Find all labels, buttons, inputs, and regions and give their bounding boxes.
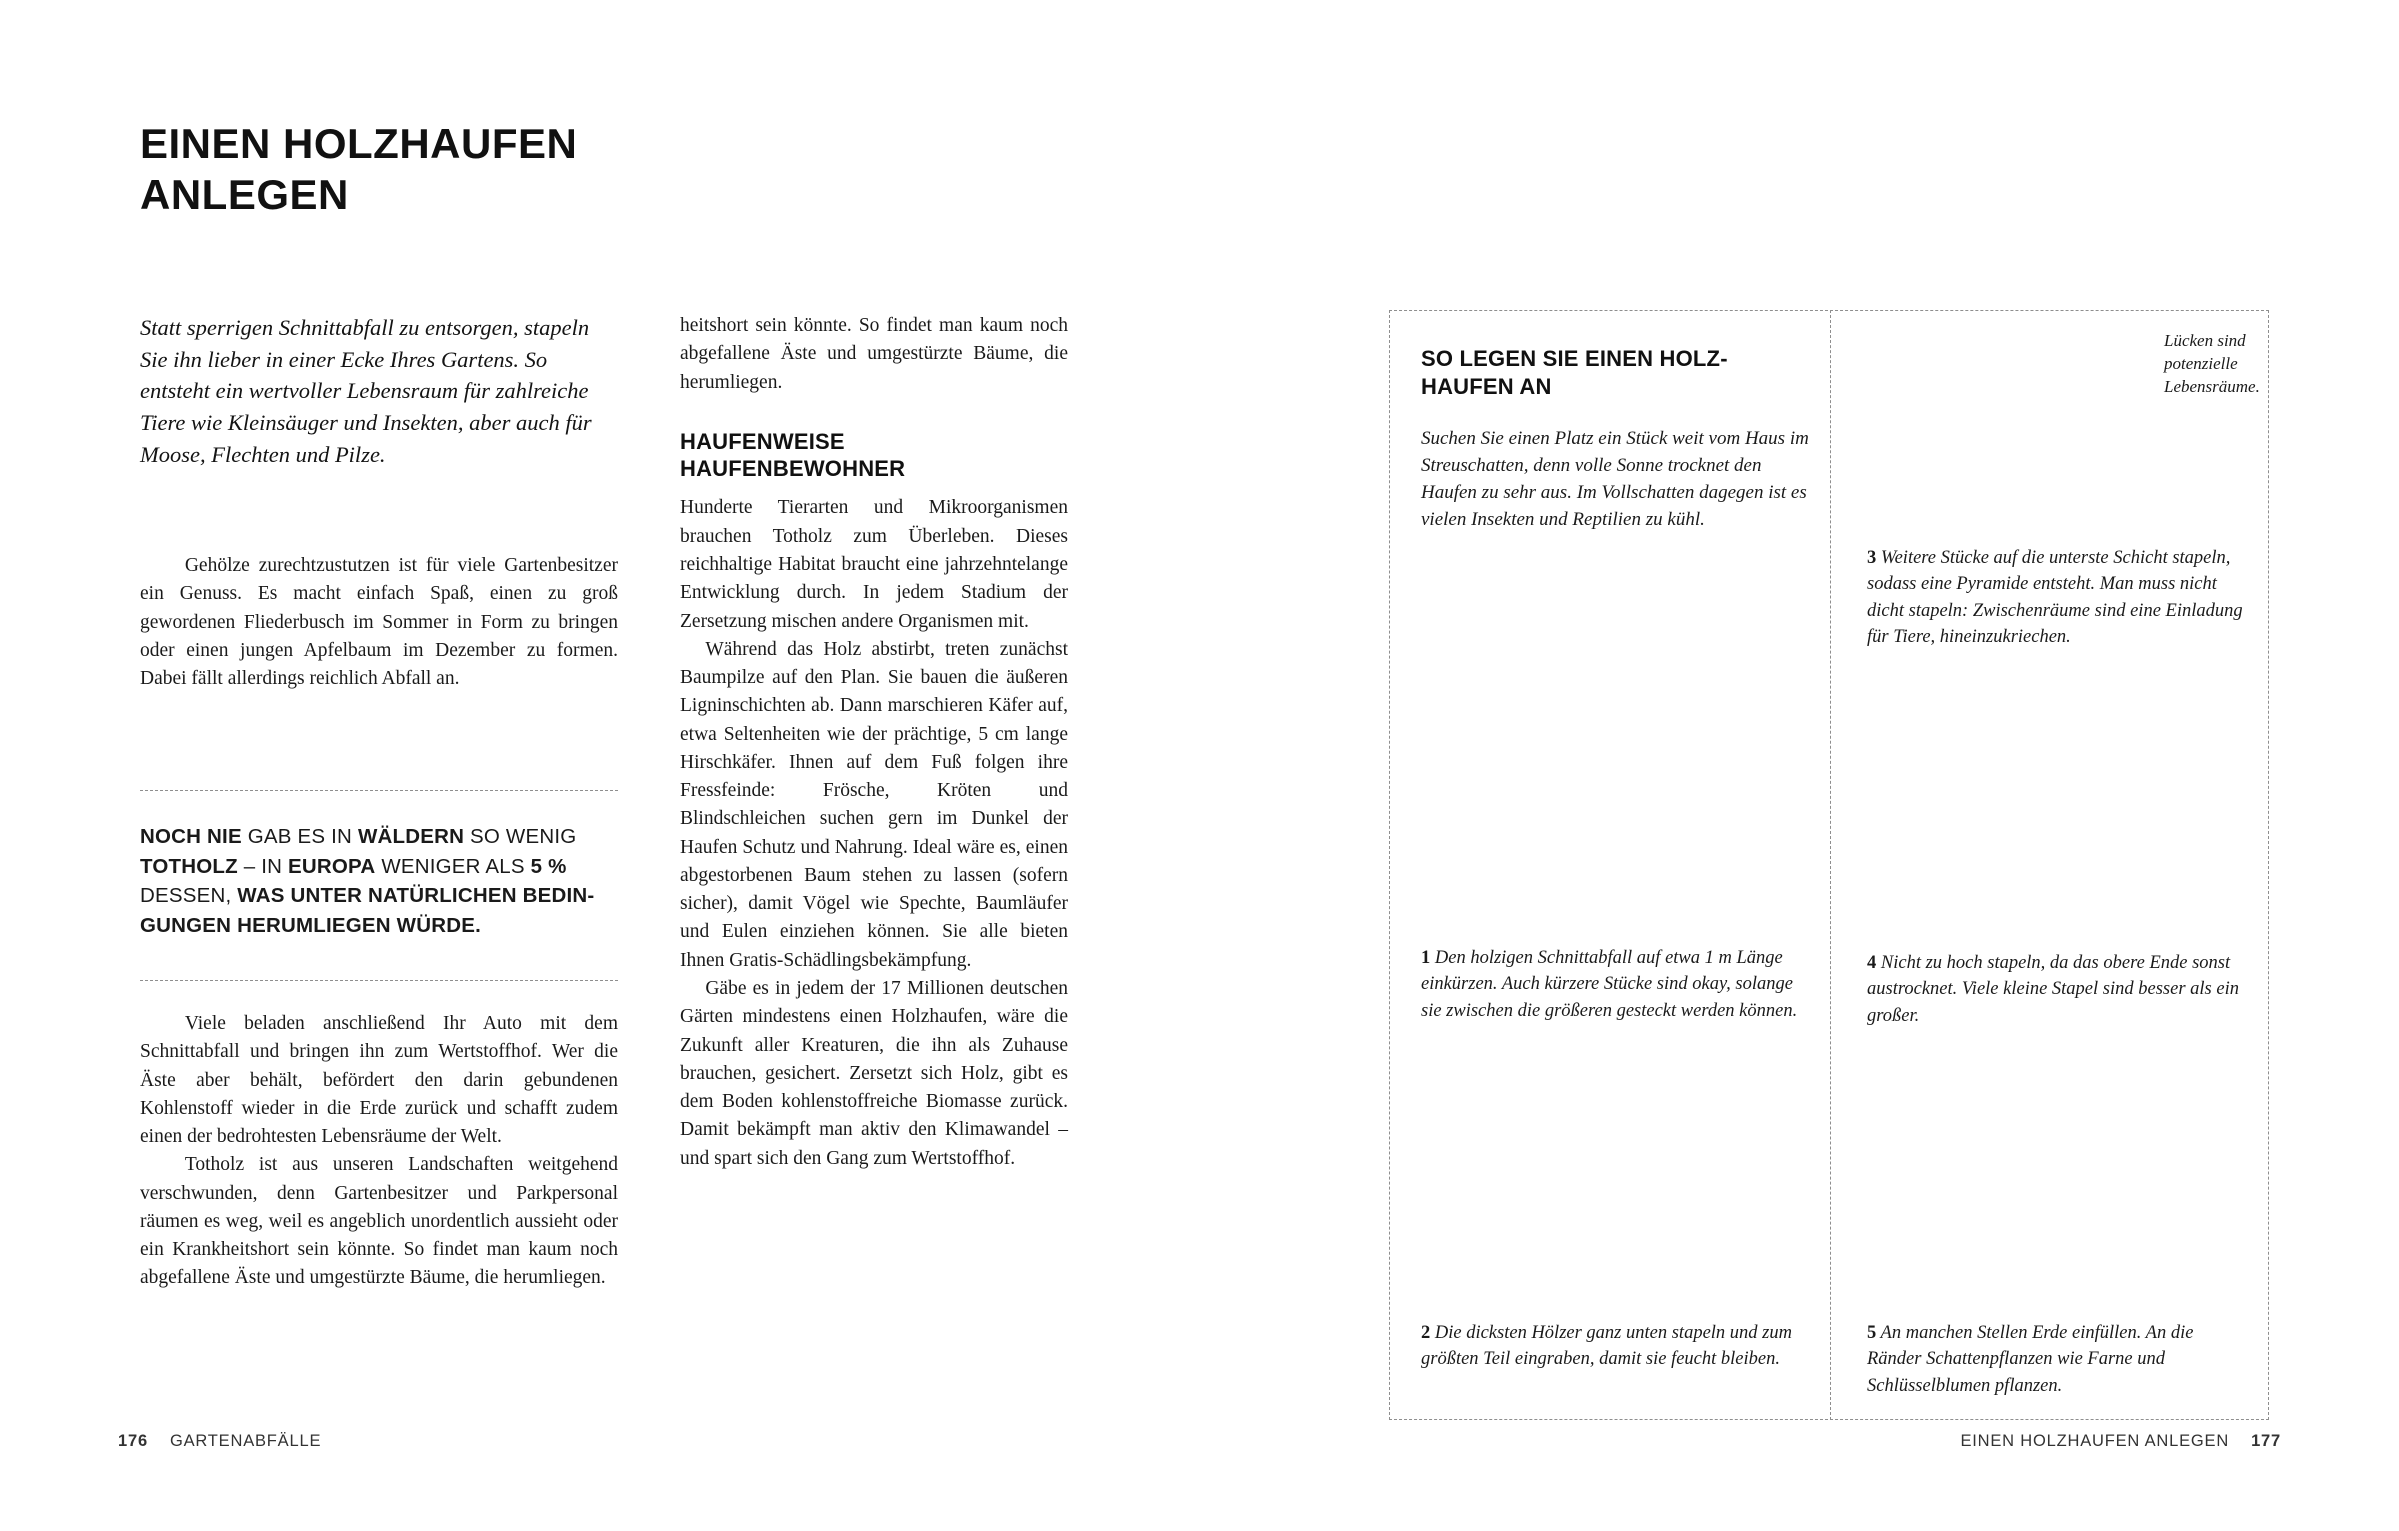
gap-annotation: Lücken sind potenzielle Lebensräume.: [2164, 331, 2260, 396]
folio-left: [118, 1432, 321, 1451]
step-caption-2: [1421, 1320, 1803, 1373]
paragraph: Viele beladen anschließend Ihr Auto mit dem Schnittabfall und bringen ihn zum Wertstoffhof. Wer die Äste aber behält, befördert den darin gebundenen Kohlenstoff wieder in die Erde zurück und schafft zudem einen der bedrohtesten Lebensräume der Welt.: [140, 1013, 618, 1148]
step-text-3: Weitere Stücke auf die unterste Schicht stapeln, sodass eine Pyramide entsteht. Man muss nicht dicht stapeln: Zwischenräume sind eine Einladung für Tiere, hineinzukriechen.: [1867, 548, 2243, 647]
paragraph: Gäbe es in jedem der 17 Millionen deutschen Gärten mindestens einen Holzhaufen, wäre die Zukunft aller Kreaturen, die ihn als Zuhause brauchen, gesichert. Zersetzt sich Holz, gibt es dem Boden kohlenstoffreiche Biomasse zurück. Damit bekämpft man aktiv den Klimawandel – und spart sich den Gang zum Wertstoffhof.: [680, 977, 1068, 1169]
page-title: EINEN HOLZHAUFEN ANLEGEN: [140, 120, 578, 219]
panel-column-divider: [1830, 310, 1831, 1420]
paragraph: heitshort sein könnte. So findet man kaum noch abgefallene Äste und umgestürzte Bäume, die herumliegen.: [680, 315, 1068, 393]
right-page: [1199, 0, 2399, 1531]
step-number-2: 2: [1421, 1323, 1431, 1343]
panel-intro: Suchen Sie einen Platz ein Stück weit vom Haus im Streuschatten, denn volle Sonne trocknet den Haufen zu sehr aus. Im Vollschatten dagegen ist es vielen Insekten und Reptilien zu kühl.: [1421, 428, 1809, 531]
pullquote-rule-bottom: [140, 980, 618, 981]
pullquote: NOCH NIE GAB ES IN WÄLDERN SO WENIG TOTHOLZ – IN EUROPA WENIGER ALS 5 % DESSEN, WAS UNTER NATÜRLICHEN BEDIN- GUNGEN HERUMLIEGEN WÜRDE.: [140, 825, 595, 937]
left-column-body-1: [140, 552, 618, 693]
step-number-5: 5: [1867, 1323, 1877, 1343]
left-page: [0, 0, 1199, 1531]
step-text-4: Nicht zu hoch stapeln, da das obere Ende sonst austrocknet. Viele kleine Stapel sind besser als ein großer.: [1867, 953, 2239, 1026]
step-caption-4: [1867, 950, 2249, 1029]
step-text-1: Den holzigen Schnittabfall auf etwa 1 m Länge einkürzen. Auch kürzere Stücke sind okay, solange sie zwischen die größeren gesteckt werden können.: [1421, 948, 1798, 1021]
folio-right: [1960, 1432, 2281, 1451]
section-name-right: EINEN HOLZHAUFEN ANLEGEN: [1960, 1432, 2230, 1450]
paragraph: Hunderte Tierarten und Mikroorganismen brauchen Totholz zum Überleben. Dieses reichhaltige Habitat braucht eine jahrzehntelange Entwicklung durch. In jedem Stadium der Zersetzung mischen andere Organismen mit.: [680, 497, 1068, 632]
step-caption-1: [1421, 945, 1803, 1024]
left-column-body-2: [140, 1010, 618, 1293]
panel-title: SO LEGEN SIE EINEN HOLZ- HAUFEN AN: [1421, 346, 1728, 399]
page-number-right: 177: [2251, 1432, 2281, 1450]
section-subheading: HAUFENWEISE HAUFENBEWOHNER: [680, 428, 906, 481]
step-text-5: An manchen Stellen Erde einfüllen. An die Ränder Schattenpflanzen wie Farne und Schlüsselblumen pflanzen.: [1867, 1323, 2194, 1396]
step-number-3: 3: [1867, 548, 1877, 568]
paragraph: Totholz ist aus unseren Landschaften weitgehend verschwunden, denn Gartenbesitzer und Parkpersonal räumen es weg, weil es angeblich unordentlich aussieht oder ein Krankheitshort sein könnte. So findet man kaum noch abgefallene Äste und umgestürzte Bäume, die herumliegen.: [140, 1154, 618, 1289]
page-number-left: 176: [118, 1432, 148, 1450]
step-text-2: Die dicksten Hölzer ganz unten stapeln und zum größten Teil eingraben, damit sie feucht bleiben.: [1421, 1323, 1792, 1370]
step-number-1: 1: [1421, 948, 1431, 968]
middle-column: [680, 312, 1068, 1173]
paragraph: Während das Holz abstirbt, treten zunächst Baumpilze auf den Plan. Sie bauen die äußeren Ligninschichten ab. Dann marschieren Käfer auf, etwa Seltenheiten wie der prächtige, 5 cm lange Hirschkäfer. Ihnen auf dem Fuß folgen ihre Fressfeinde: Frösche, Kröten und Blindschleichen suchen gern im Dunkel der Haufen Schutz und Nahrung. Ideal wäre es, einen abgestorbenen Baum stehen zu lassen (sofern sicher), damit Vögel wie Spechte, Baumläufer und Eulen einziehen können. Sie alle bieten Ihnen Gratis-Schädlingsbekämpfung.: [680, 638, 1068, 971]
intro-paragraph: Statt sperrigen Schnittabfall zu entsorgen, stapeln Sie ihn lieber in einer Ecke Ihres Gartens. So entsteht ein wertvoller Lebensraum für zahlreiche Tiere wie Kleinsäuger und Insekten, aber auch für Moose, Flechten und Pilze.: [140, 315, 592, 467]
section-name-left: GARTENABFÄLLE: [169, 1432, 322, 1450]
step-caption-5: [1867, 1320, 2249, 1399]
step-caption-3: [1867, 545, 2249, 650]
paragraph: Gehölze zurechtzustutzen ist für viele Gartenbesitzer ein Genuss. Es macht einfach Spaß, einen zu groß gewordenen Fliederbusch im Sommer in Form zu bringen oder einen jungen Apfelbaum im Dezember zu formen. Dabei fällt allerdings reichlich Abfall an.: [140, 555, 618, 690]
pullquote-rule-top: [140, 790, 618, 791]
step-number-4: 4: [1867, 953, 1877, 973]
